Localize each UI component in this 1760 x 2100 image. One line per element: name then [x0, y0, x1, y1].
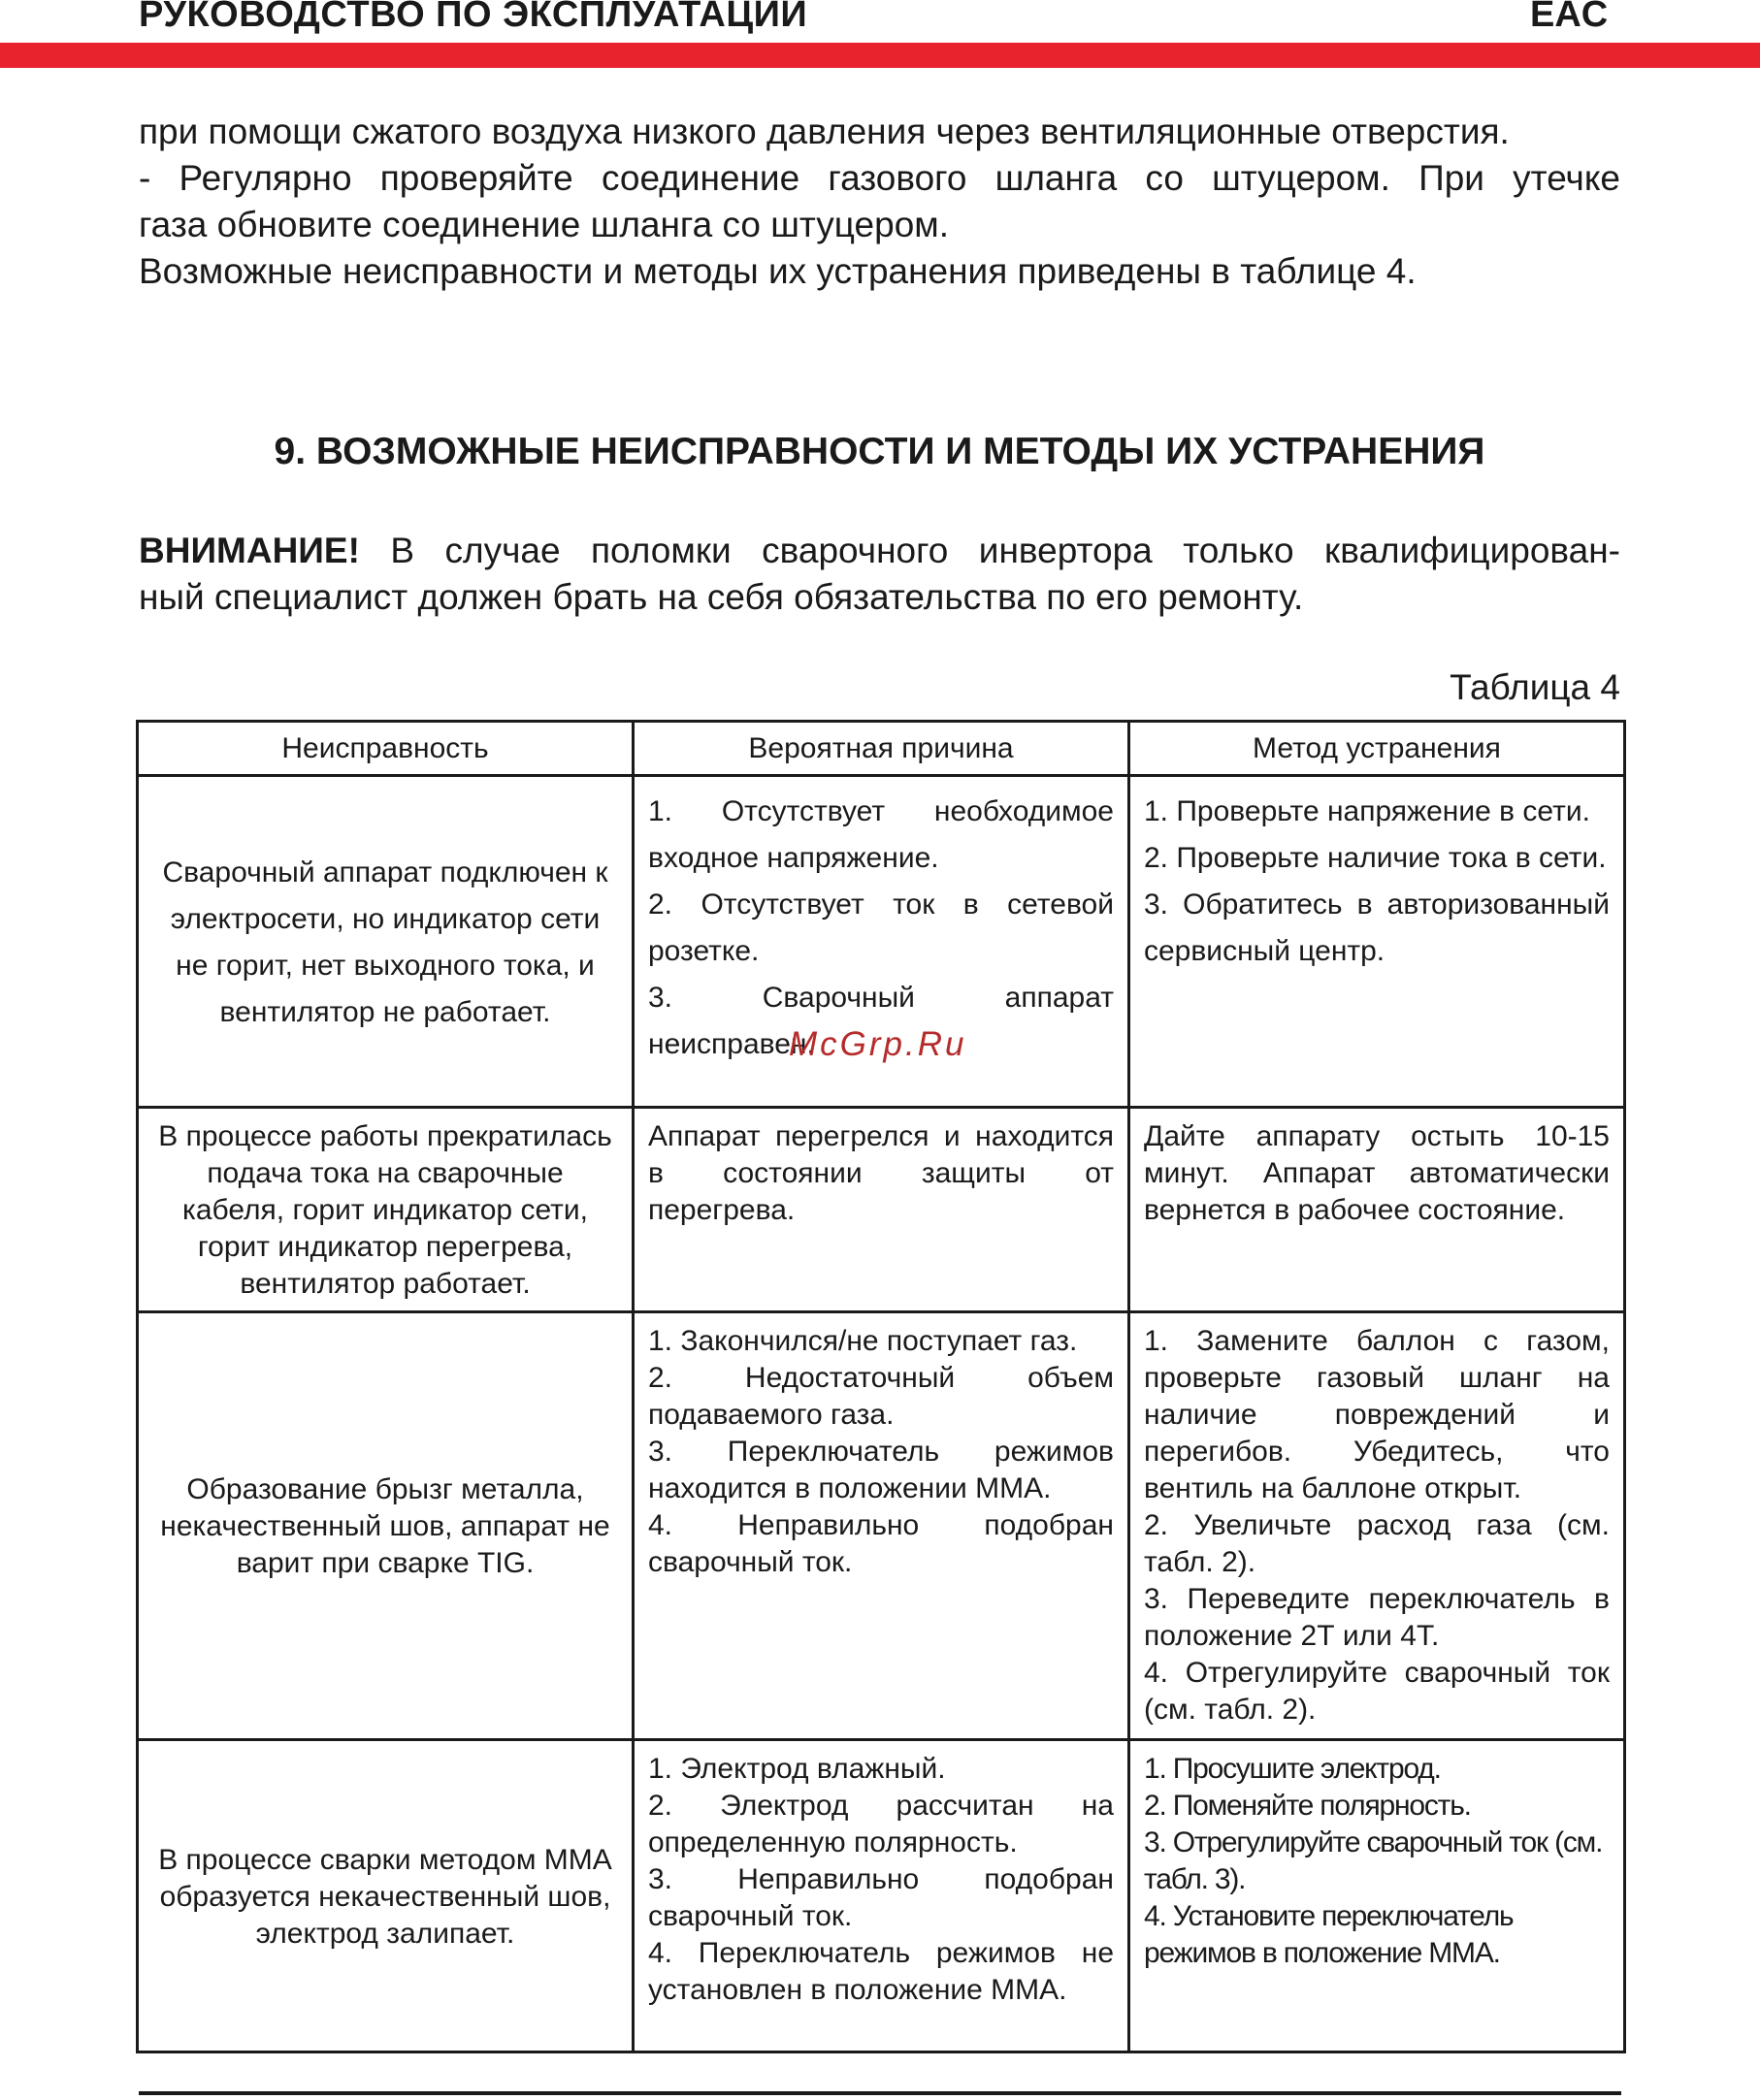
table-row	[138, 1740, 1625, 2052]
remedy-item: 3. Обратитесь в авторизованный сервисный центр.	[1144, 888, 1610, 967]
fault-cell: В процессе сварки методом MMA образуется некачественный шов, электрод залипает.	[138, 1740, 634, 2052]
remedy-cell	[1129, 776, 1625, 1108]
intro-line-2: - Регулярно проверяйте соединение газового шланга со штуцером. При утечке	[139, 158, 1620, 198]
eac-mark: EAC	[1530, 0, 1609, 35]
warning-paragraph	[139, 528, 1620, 621]
cause-item: 4. Переключатель режимов не установлен в положение MMA.	[648, 1937, 1114, 2006]
cause-item: 1. Отсутствует необходимое входное напряжение.	[648, 795, 1114, 874]
cause-cell	[634, 1312, 1129, 1740]
table-row	[138, 1108, 1625, 1312]
cause-cell	[634, 1108, 1129, 1312]
remedy-item: 3. Отрегулируйте сварочный ток (см. табл. 3).	[1144, 1826, 1603, 1895]
header-red-bar	[0, 43, 1760, 68]
cause-item: 3. Сварочный аппарат неисправен.	[648, 982, 1114, 1060]
cause-item: Аппарат перегрелся и находится в состоянии защиты от перегрева.	[648, 1120, 1114, 1226]
table-row	[138, 1312, 1625, 1740]
fault-cell: Образование брызг металла, некачественный шов, аппарат не варит при сварке TIG.	[138, 1312, 634, 1740]
remedy-item: 2. Проверьте наличие тока в сети.	[1144, 842, 1607, 874]
remedy-item: 1. Просушите электрод.	[1144, 1753, 1441, 1785]
remedy-item: 3. Переведите переключатель в положение 2Т или 4Т.	[1144, 1583, 1610, 1652]
cause-item: 3. Неправильно подобран сварочный ток.	[648, 1863, 1114, 1932]
remedy-item: Дайте аппарату остыть 10-15 минут. Аппарат автоматически вернется в рабочее состояние.	[1144, 1120, 1610, 1226]
warning-line-1: В случае поломки сварочного инвертора только квалифицирован-	[359, 531, 1620, 570]
watermark: McGrp.Ru	[789, 1025, 967, 1063]
warning-line-2: ный специалист должен брать на себя обязательства по его ремонту.	[139, 577, 1304, 617]
remedy-cell	[1129, 1312, 1625, 1740]
cause-item: 2. Недостаточный объем подаваемого газа.	[648, 1362, 1114, 1431]
cause-item: 2. Отсутствует ток в сетевой розетке.	[648, 888, 1114, 967]
section-title: 9. ВОЗМОЖНЫЕ НЕИСПРАВНОСТИ И МЕТОДЫ ИХ УСТРАНЕНИЯ	[274, 431, 1485, 472]
remedy-item: 4. Отрегулируйте сварочный ток (см. табл. 2).	[1144, 1657, 1610, 1726]
remedy-item: 2. Поменяйте полярность.	[1144, 1790, 1471, 1822]
remedy-item: 1. Проверьте напряжение в сети.	[1144, 795, 1590, 827]
fault-cell: Сварочный аппарат подключен к электросети, но индикатор сети не горит, нет выходного тока, и вентилятор не работает.	[138, 776, 634, 1108]
footer-rule	[139, 2091, 1621, 2095]
remedy-item: 2. Увеличьте расход газа (см. табл. 2).	[1144, 1509, 1610, 1578]
column-header-cause: Вероятная причина	[634, 722, 1129, 776]
table-header-row	[138, 722, 1625, 776]
faults-table	[136, 720, 1626, 2053]
warning-label: ВНИМАНИЕ!	[139, 531, 360, 570]
header-title: РУКОВОДСТВО ПО ЭКСПЛУАТАЦИИ	[139, 0, 808, 35]
cause-item: 1. Электрод влажный.	[648, 1753, 946, 1785]
cause-item: 3. Переключатель режимов находится в положении MMA.	[648, 1436, 1114, 1504]
remedy-cell	[1129, 1108, 1625, 1312]
intro-line-4: Возможные неисправности и методы их устранения приведены в таблице 4.	[139, 251, 1417, 291]
column-header-fault: Неисправность	[138, 722, 634, 776]
remedy-cell	[1129, 1740, 1625, 2052]
intro-line-3: газа обновите соединение шланга со штуцером.	[139, 205, 950, 244]
cause-cell	[634, 1740, 1129, 2052]
cause-item: 1. Закончился/не поступает газ.	[648, 1325, 1078, 1357]
column-header-remedy: Метод устранения	[1129, 722, 1625, 776]
cause-item: 4. Неправильно подобран сварочный ток.	[648, 1509, 1114, 1578]
intro-line-1: при помощи сжатого воздуха низкого давления через вентиляционные отверстия.	[139, 112, 1510, 151]
remedy-item: 4. Установите переключатель режимов в положение MMA.	[1144, 1900, 1514, 1969]
cause-item: 2. Электрод рассчитан на определенную полярность.	[648, 1790, 1114, 1858]
table-caption: Таблица 4	[1450, 667, 1620, 707]
fault-cell: В процессе работы прекратилась подача тока на сварочные кабеля, горит индикатор сети, горит индикатор перегрева, вентилятор работает.	[138, 1108, 634, 1312]
remedy-item: 1. Замените баллон с газом, проверьте газовый шланг на наличие повреждений и перегибов. Убедитесь, что вентиль на баллоне открыт.	[1144, 1325, 1610, 1504]
